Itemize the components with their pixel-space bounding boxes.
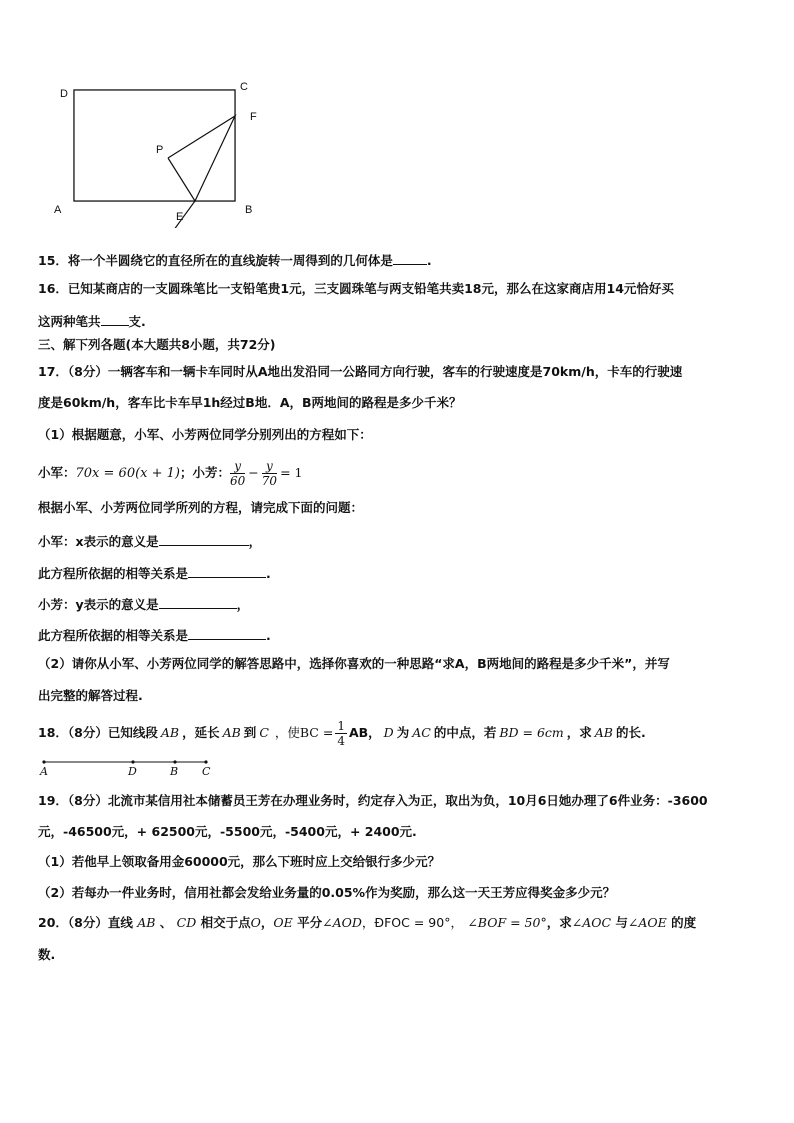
q20-text-e: 平分: [297, 915, 323, 930]
q20-text-d: ，: [260, 915, 274, 930]
fill1-prompt: 小军：x表示的意义是: [38, 534, 159, 549]
q16-text-line1: 已知某商店的一支圆珠笔比一支铅笔贵1元，三支圆珠笔与两支铅笔共卖18元，那么在这家商店用14元恰好买: [67, 281, 674, 296]
q20-text-c: 相交于点: [200, 915, 251, 930]
frac2-numerator: y: [262, 459, 277, 474]
q18-frac-num: 1: [337, 718, 345, 733]
point-c-label: C: [202, 765, 211, 778]
q20-ab: AB: [137, 915, 156, 930]
q19-part2: （2）若每办一件业务时，信用社都会发给业务量的0.05%作为奖励，那么这一天王芳应得奖金多少元？: [38, 885, 616, 900]
minus-sign: −: [248, 464, 259, 480]
q17-instructions: 根据小军、小芳两位同学所列的方程，请完成下面的问题：: [38, 500, 364, 515]
q17-part1: （1）根据题意，小军、小芳两位同学分别列出的方程如下：: [38, 427, 372, 442]
q15-text: 将一个半圆绕它的直径所在的直线旋转一周得到的几何体是: [67, 253, 393, 268]
q17-fill1: [38, 533, 261, 549]
question-20: [38, 917, 696, 930]
point-a-label: A: [40, 765, 48, 778]
q17-line1: 17．（8分）一辆客车和一辆卡车同时从A地出发沿同一公路同方向行驶，客车的行驶速度是70km/h，卡车的行驶速: [38, 364, 683, 379]
q18-text-d: ，使BC =: [274, 724, 334, 740]
q20-text-g: ，求: [546, 915, 572, 930]
q15-number: 15．: [38, 253, 68, 268]
frac1-numerator: y: [230, 459, 245, 474]
frac1-denominator: 60: [230, 473, 246, 488]
equation-rhs: = 1: [280, 464, 303, 480]
q20-angle-aoc: ∠AOC: [571, 915, 612, 930]
xiaojun-equation: 70x = 60(x + 1): [75, 465, 180, 481]
label-c: C: [240, 81, 248, 93]
point-d-label: D: [128, 765, 137, 778]
frac2-denominator: 70: [261, 473, 278, 488]
q18-ab3: AB: [594, 724, 613, 740]
fill1-blank[interactable]: [159, 533, 249, 546]
q18-text-a: 18．（8分）已知线段: [38, 724, 158, 740]
q18-d: D: [383, 724, 394, 740]
q19-part1: （1）若他早上领取备用金60000元，那么下班时应上交给银行多少元？: [38, 854, 441, 869]
q17-equations: [38, 455, 302, 491]
fill3-blank[interactable]: [159, 596, 237, 609]
label-b: B: [245, 204, 253, 216]
q16-text-line2a: 这两种笔共: [38, 314, 101, 329]
label-a: A: [54, 204, 62, 216]
question-15: [38, 252, 432, 268]
q18-text-h: ，求: [566, 724, 592, 740]
question-18: [38, 716, 646, 750]
q16-text-line2b: 支.: [128, 314, 146, 329]
q18-text-c: 到: [243, 724, 257, 740]
q15-end: .: [426, 253, 432, 268]
question-16-line2: [38, 313, 146, 329]
q19-line1: 19．（8分）北流市某信用社本储蓄员王芳在办理业务时，约定存入为正，取出为负，10月6日她办理了6件业务：-3600: [38, 793, 708, 808]
label-e: E: [176, 211, 184, 223]
question-16-line1: [38, 283, 674, 296]
q20-angle-bof: ∠BOF = 50°: [467, 915, 547, 930]
q20-text-a: 20．（8分）直线: [38, 915, 133, 930]
fill3-prompt: 小芳：y表示的意义是: [38, 597, 159, 612]
q18-ab1: AB: [160, 724, 180, 740]
section-3-heading: 三、解下列各题(本大题共8小题，共72分): [38, 337, 276, 352]
q17-part2-line2: 出完整的解答过程.: [38, 688, 143, 703]
q16-number: 16．: [38, 281, 68, 296]
q17-fill4: [38, 627, 271, 643]
q20-cd: CD: [176, 915, 197, 930]
xiaojun-label: 小军：: [38, 464, 76, 480]
q18-frac-den: 4: [337, 733, 345, 748]
q18-text-e: AB，: [348, 724, 381, 740]
label-d: D: [60, 88, 68, 100]
label-f: F: [250, 111, 257, 123]
fill2-end: .: [266, 566, 271, 581]
q15-answer-blank[interactable]: [393, 252, 427, 265]
q20-text-f: ，ÐFOC = 90°，: [361, 915, 463, 930]
q18-bd: BD = 6cm: [499, 724, 564, 740]
q17-fill2: [38, 565, 271, 581]
fill4-prompt: 此方程所依据的相等关系是: [38, 628, 189, 643]
fill2-prompt: 此方程所依据的相等关系是: [38, 566, 189, 581]
q16-answer-blank[interactable]: [101, 313, 129, 326]
label-p: P: [156, 144, 164, 156]
fill2-blank[interactable]: [188, 565, 266, 578]
q20-angle-aoe: ∠AOE: [627, 915, 667, 930]
q18-ac: AC: [412, 724, 431, 740]
q20-line2: 数.: [38, 947, 56, 962]
q20-text-i: 的度: [671, 915, 697, 930]
q18-ab2: AB: [222, 724, 241, 740]
q20-oe: OE: [273, 915, 293, 930]
q18-text-b: ，延长: [182, 724, 220, 740]
q17-part2-line1: （2）请你从小军、小芳两位同学的解答思路中，选择你喜欢的一种思路“求A，B两地间的路程是多少千米”，并写: [38, 656, 670, 671]
fill4-blank[interactable]: [188, 627, 266, 640]
fill3-end: ，: [236, 597, 250, 612]
fill4-end: .: [266, 628, 271, 643]
q20-text-b: 、: [159, 915, 173, 930]
q18-text-f: 为: [396, 724, 410, 740]
q17-line2: 度是60km/h，客车比卡车早1h经过B地．A，B两地间的路程是多少千米？: [38, 395, 462, 410]
q20-text-h: 与: [615, 915, 628, 930]
fraction-one-quarter: [335, 719, 347, 748]
q18-text-g: 的中点，若: [433, 724, 497, 740]
fill1-end: ，: [248, 534, 262, 549]
q19-line2: 元，-46500元，+ 62500元，-5500元，-5400元，+ 2400元.: [38, 824, 417, 839]
point-b-label: B: [170, 765, 179, 778]
q20-o: O: [250, 915, 261, 930]
q18-c: C: [259, 724, 269, 740]
xiaofang-label: ；小芳：: [180, 464, 231, 480]
q20-angle-aod: ∠AOD: [322, 915, 362, 930]
fraction-y-over-60: [230, 459, 245, 488]
q17-fill3: [38, 596, 249, 612]
fraction-y-over-70: [262, 459, 277, 488]
q18-text-i: 的长.: [616, 724, 646, 740]
